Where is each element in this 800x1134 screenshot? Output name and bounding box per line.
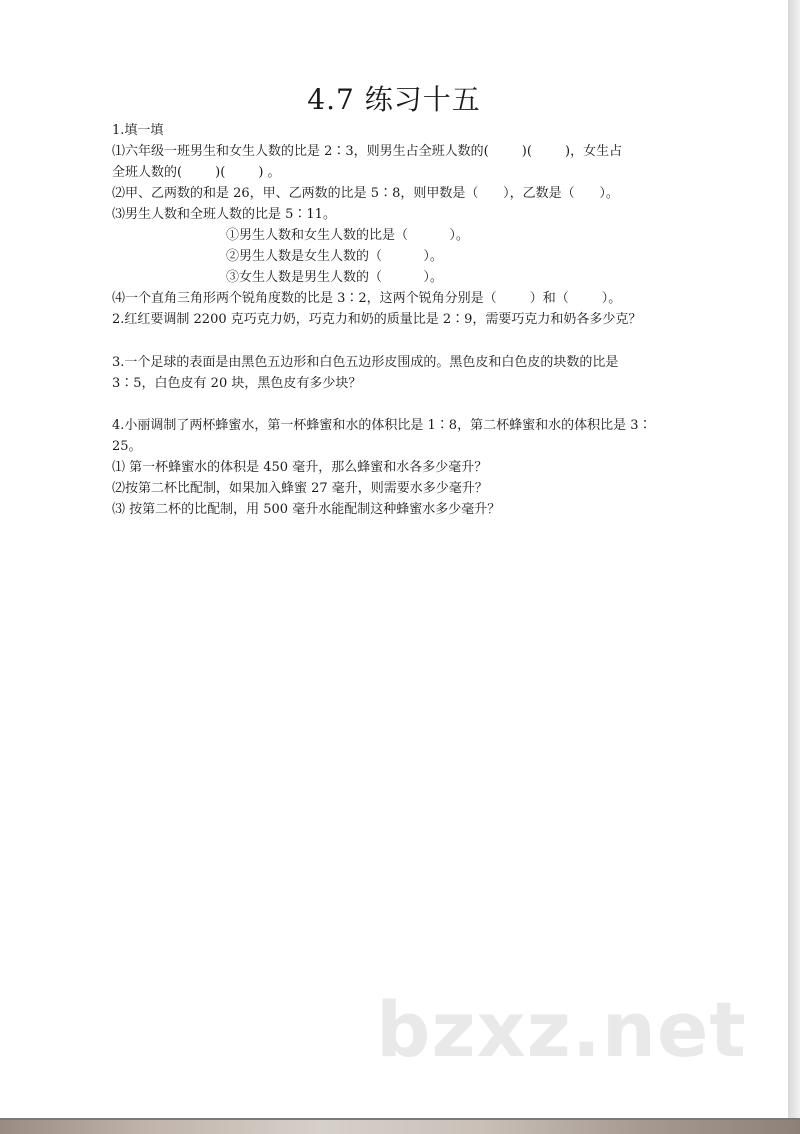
question-4-1: ⑴ 第一杯蜂蜜水的体积是 450 毫升，那么蜂蜜和水各多少毫升？ [112,460,488,475]
background-strip [0,1120,800,1134]
question-4-line-2: 25。 [112,439,142,454]
section-1-heading: 1.填一填 [112,123,164,138]
question-2: 2.红红要调制 2200 克巧克力奶，巧克力和奶的质量比是 2∶9，需要巧克力和奶各多少克？ [112,312,642,327]
site-watermark: bzxz.net [376,985,747,1074]
question-4-2: ⑵按第二杯比配制，如果加入蜂蜜 27 毫升，则需要水多少毫升？ [112,481,488,496]
page-title: 4.7 练习十五 [307,83,481,116]
question-3-line-1: 3.一个足球的表面是由黑色五边形和白色五边形皮围成的。黑色皮和白色皮的块数的比是 [112,355,619,370]
question-1-1-line-2: 全班人数的( )( ) 。 [112,165,281,180]
question-4-3: ⑶ 按第二杯的比配制，用 500 毫升水能配制这种蜂蜜水多少毫升？ [112,502,501,517]
question-1-4: ⑷一个直角三角形两个锐角度数的比是 3∶2，这两个锐角分别是（ ）和（ ）。 [112,291,622,306]
question-1-1-line-1: ⑴六年级一班男生和女生人数的比是 2∶3，则男生占全班人数的( )( )，女生占 [112,144,623,159]
page-shadow-edge [788,0,800,1120]
question-1-3-part-1: ①男生人数和女生人数的比是（ ）。 [226,228,469,243]
question-4-line-1: 4.小丽调制了两杯蜂蜜水，第一杯蜂蜜和水的体积比是 1∶8，第二杯蜂蜜和水的体积比是 3∶ [112,418,652,433]
question-1-2: ⑵甲、乙两数的和是 26，甲、乙两数的比是 5∶8，则甲数是（ ），乙数是（ ）。 [112,186,619,201]
question-1-3: ⑶男生人数和全班人数的比是 5∶11。 [112,207,336,222]
question-1-3-part-2: ②男生人数是女生人数的（ ）。 [226,249,443,264]
question-1-3-part-3: ③女生人数是男生人数的（ ）。 [226,270,443,285]
question-3-line-2: 3∶5，白色皮有 20 块，黑色皮有多少块？ [112,376,362,391]
